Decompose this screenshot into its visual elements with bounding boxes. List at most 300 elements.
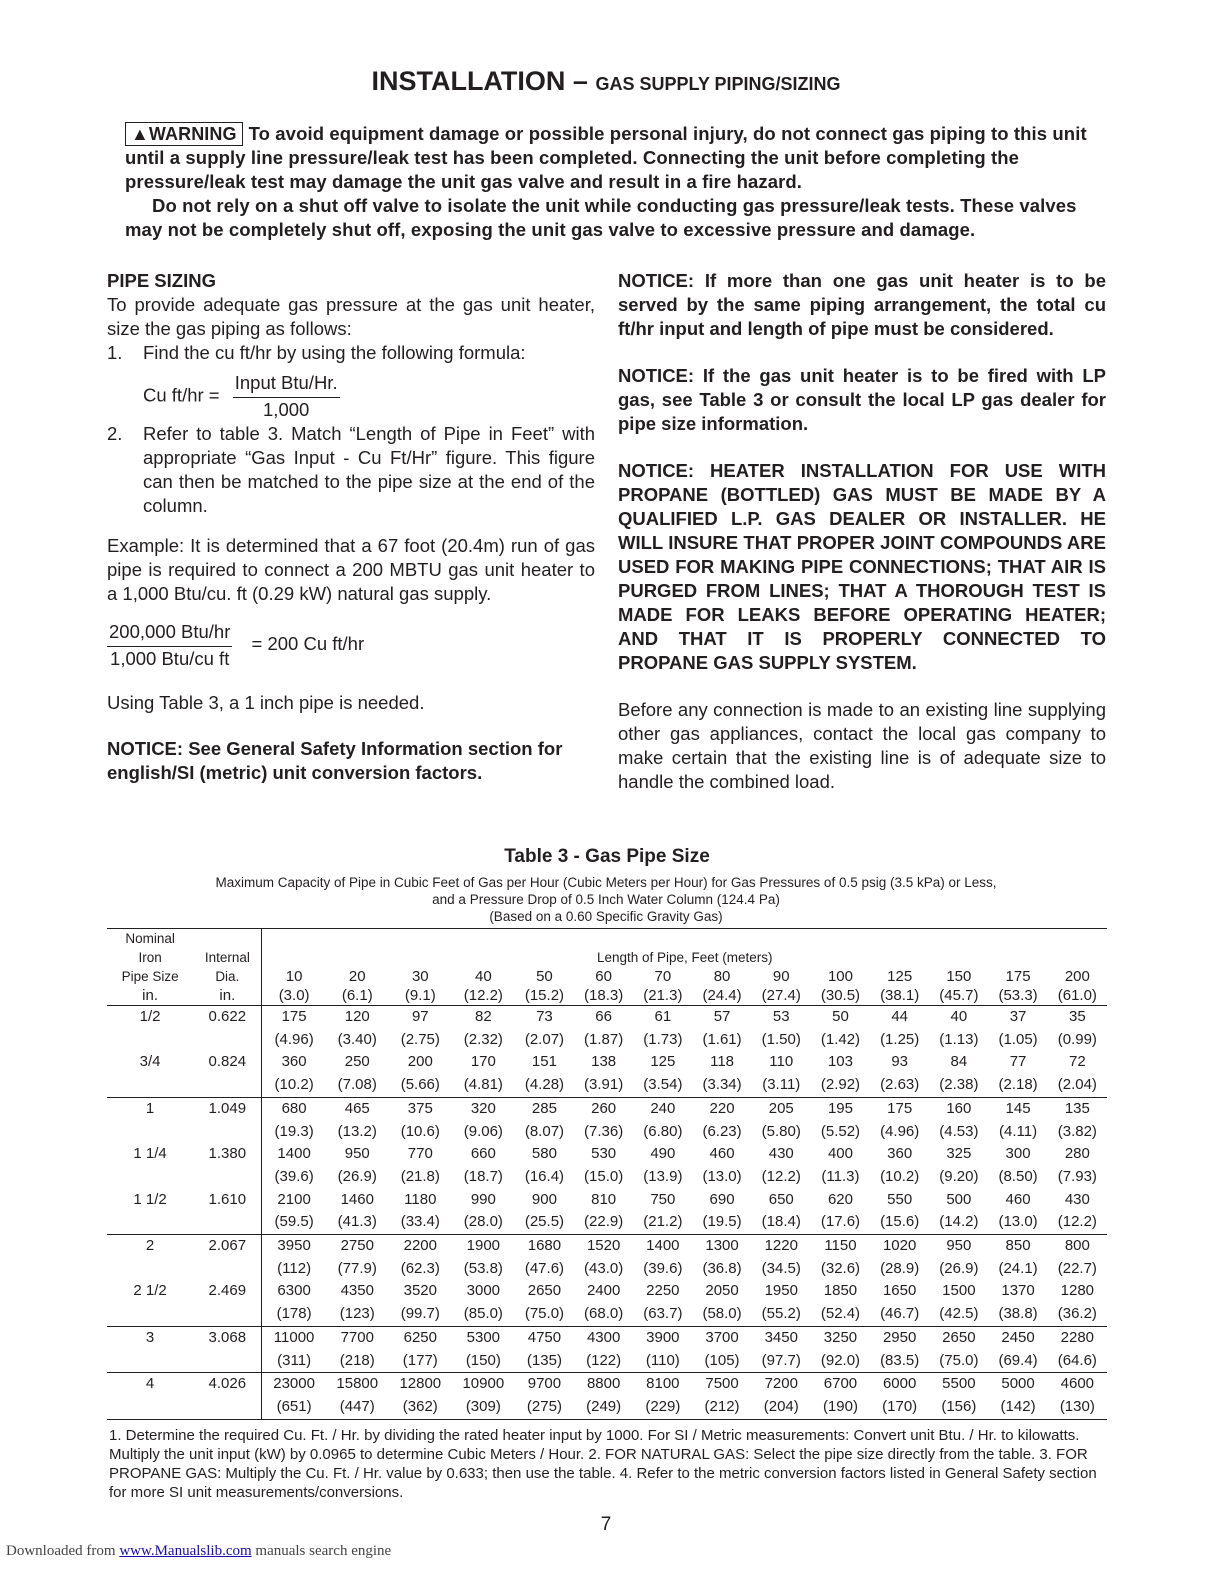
capacity-cfh: 620 xyxy=(827,1190,853,1208)
capacity-cfh: 103 xyxy=(827,1053,853,1071)
capacity-cfh: 1220 xyxy=(752,1235,811,1258)
length-meters: (21.3) xyxy=(633,986,692,1006)
capacity-m3h: (97.7) xyxy=(761,1351,801,1369)
empty-cell xyxy=(193,1258,262,1281)
pipe-size: 2 xyxy=(107,1235,193,1258)
capacity-cfh: 220 xyxy=(692,1097,751,1120)
table-row xyxy=(107,1006,1107,1029)
internal-dia: 0.622 xyxy=(193,1006,262,1029)
length-meters: (9.1) xyxy=(389,986,452,1006)
capacity-m3h: (63.7) xyxy=(643,1305,683,1323)
capacity-cfh: 1900 xyxy=(452,1235,515,1258)
empty-cell xyxy=(107,1074,193,1097)
capacity-m3h: (12.2) xyxy=(761,1167,801,1185)
internal-dia: 1.380 xyxy=(208,1145,247,1163)
capacity-cfh: 72 xyxy=(1068,1053,1086,1071)
capacity-cfh: 750 xyxy=(650,1190,676,1208)
capacity-m3h: (6.23) xyxy=(702,1122,742,1140)
header-iron: Iron xyxy=(138,950,162,965)
capacity-m3h: (447) xyxy=(326,1396,389,1419)
capacity-cfh: 11000 xyxy=(262,1326,326,1349)
capacity-m3h: (25.5) xyxy=(524,1213,565,1231)
capacity-m3h: (75.0) xyxy=(524,1305,565,1323)
table-row xyxy=(107,1189,1107,1212)
capacity-cfh: 240 xyxy=(633,1097,692,1120)
capacity-cfh: 770 xyxy=(407,1145,433,1163)
capacity-cfh: 2250 xyxy=(646,1282,680,1300)
capacity-m3h: (9.06) xyxy=(463,1122,503,1140)
capacity-m3h: (36.2) xyxy=(1057,1305,1097,1323)
pipe-size: 3/4 xyxy=(139,1053,161,1071)
capacity-m3h: (8.07) xyxy=(524,1122,565,1140)
table-notes: 1. Determine the required Cu. Ft. / Hr. by dividing the rated heater input by 1000. For SI / Metric measurements: Convert unit Btu. / Hr. to kilowatts. Multiply the unit input (kW) by 0.0965 to determine Cubic Meters / Hour. 2. FOR NATURAL GAS: Select the pipe size directly from the table. 3. FOR PROPANE GAS: Multiply the Cu. Ft. / Hr. value by 0.633; then use the table. 4. Refer to the metric conversion factors listed in General Safety section for more SI unit measurements/conversions. xyxy=(109,1427,1097,1501)
capacity-m3h: (22.7) xyxy=(1057,1259,1097,1277)
capacity-cfh: 460 xyxy=(1005,1190,1031,1208)
header-dia: Dia. xyxy=(215,969,240,984)
capacity-m3h: (5.66) xyxy=(400,1076,440,1094)
pipe-size: 4 xyxy=(107,1373,193,1396)
table-row-metric xyxy=(107,1396,1107,1419)
capacity-m3h: (309) xyxy=(452,1396,515,1419)
notice-multiple-heaters: NOTICE: If more than one gas unit heater is to be served by the same piping arrangement, the total cu ft/hr input and length of pipe must be considered. xyxy=(618,270,1106,339)
table-row-metric xyxy=(107,1303,1107,1326)
capacity-m3h: (178) xyxy=(262,1303,326,1326)
capacity-m3h: (39.6) xyxy=(643,1259,683,1277)
capacity-m3h: (15.0) xyxy=(584,1167,624,1185)
capacity-m3h: (64.6) xyxy=(1057,1351,1097,1369)
capacity-cfh: 7500 xyxy=(692,1373,751,1396)
notice-conversion: NOTICE: See General Safety Information section for english/SI (metric) unit conversion factors. xyxy=(107,738,563,783)
capacity-m3h: (62.3) xyxy=(400,1259,440,1277)
internal-dia: 0.824 xyxy=(208,1053,247,1071)
capacity-m3h: (3.34) xyxy=(702,1076,742,1094)
length-feet: 125 xyxy=(887,968,913,985)
internal-dia: 2.067 xyxy=(193,1235,262,1258)
capacity-cfh: 8800 xyxy=(574,1373,633,1396)
capacity-cfh: 6300 xyxy=(262,1280,326,1303)
capacity-cfh: 325 xyxy=(946,1145,972,1163)
capacity-cfh: 205 xyxy=(752,1097,811,1120)
capacity-m3h: (3.11) xyxy=(762,1076,801,1094)
capacity-cfh: 260 xyxy=(574,1097,633,1120)
capacity-cfh: 2280 xyxy=(1048,1326,1107,1349)
warning-text-2: Do not rely on a shut off valve to isolate the unit while conducting gas pressure/leak tests. These valves may not be completely shut off, exposing the unit gas valve to excessive pressure and damage. xyxy=(125,195,1077,240)
capacity-cfh: 84 xyxy=(950,1053,968,1071)
empty-cell xyxy=(193,1074,262,1097)
capacity-m3h: (1.87) xyxy=(584,1030,624,1048)
capacity-m3h: (7.08) xyxy=(337,1076,377,1094)
capacity-cfh: 7200 xyxy=(752,1373,811,1396)
capacity-cfh: 160 xyxy=(929,1097,988,1120)
capacity-m3h: (7.36) xyxy=(584,1122,624,1140)
capacity-cfh: 430 xyxy=(768,1145,794,1163)
length-meters: (18.3) xyxy=(574,986,633,1006)
length-meters: (27.4) xyxy=(752,986,811,1006)
pipe-size: 1 1/2 xyxy=(133,1190,167,1208)
footer-suffix: manuals search engine xyxy=(251,1543,392,1559)
capacity-m3h: (3.40) xyxy=(337,1030,377,1048)
length-meters: (30.5) xyxy=(811,986,870,1006)
capacity-cfh: 1180 xyxy=(404,1190,437,1208)
capacity-m3h: (32.6) xyxy=(820,1259,861,1277)
capacity-m3h: (99.7) xyxy=(400,1305,440,1323)
capacity-cfh: 550 xyxy=(887,1190,913,1208)
length-meters: (15.2) xyxy=(515,986,574,1006)
capacity-cfh: 3000 xyxy=(466,1282,501,1300)
capacity-m3h: (18.7) xyxy=(463,1167,503,1185)
table-row-metric xyxy=(107,1029,1107,1052)
table-subtitle-line: (Based on a 0.60 Specific Gravity Gas) xyxy=(489,909,723,924)
formula xyxy=(143,371,595,422)
capacity-cfh: 1460 xyxy=(340,1190,374,1208)
length-feet: 150 xyxy=(946,968,972,985)
capacity-m3h: (42.5) xyxy=(939,1305,979,1323)
empty-cell xyxy=(193,1350,262,1373)
length-feet: 200 xyxy=(1064,968,1090,985)
capacity-m3h: (47.6) xyxy=(524,1259,565,1277)
table-row xyxy=(107,1280,1107,1303)
calc-denominator: 1,000 Btu/cu ft xyxy=(110,648,230,669)
capacity-cfh: 1680 xyxy=(515,1235,574,1258)
capacity-m3h: (92.0) xyxy=(820,1351,861,1369)
notice-lp-gas: NOTICE: If the gas unit heater is to be fired with LP gas, see Table 3 or consult the local LP gas dealer for pipe size information. xyxy=(618,365,1106,434)
capacity-m3h: (1.05) xyxy=(998,1030,1038,1048)
capacity-m3h: (28.9) xyxy=(880,1259,920,1277)
table-row xyxy=(107,1235,1107,1258)
capacity-cfh: 810 xyxy=(591,1190,617,1208)
capacity-m3h: (3.91) xyxy=(584,1076,624,1094)
capacity-cfh: 10900 xyxy=(452,1373,515,1396)
capacity-m3h: (14.2) xyxy=(939,1213,979,1231)
capacity-m3h: (275) xyxy=(515,1396,574,1419)
empty-cell xyxy=(193,1211,262,1234)
capacity-m3h: (19.3) xyxy=(262,1121,326,1144)
capacity-m3h: (3.54) xyxy=(643,1076,683,1094)
using-text: Using Table 3, a 1 inch pipe is needed. xyxy=(107,692,425,713)
capacity-m3h: (4.81) xyxy=(463,1076,503,1094)
capacity-cfh: 135 xyxy=(1048,1097,1107,1120)
capacity-cfh: 3900 xyxy=(633,1326,692,1349)
capacity-cfh: 6250 xyxy=(389,1326,452,1349)
capacity-m3h: (43.0) xyxy=(584,1259,624,1277)
header-internal: Internal xyxy=(204,950,250,965)
capacity-m3h: (83.5) xyxy=(880,1351,920,1369)
capacity-m3h: (21.2) xyxy=(643,1213,683,1231)
capacity-cfh: 1950 xyxy=(764,1282,798,1300)
capacity-cfh: 53 xyxy=(752,1006,811,1029)
capacity-m3h: (3.82) xyxy=(1057,1122,1097,1140)
calc-result: = 200 Cu ft/hr xyxy=(251,633,365,655)
capacity-cfh: 3450 xyxy=(752,1326,811,1349)
capacity-cfh: 15800 xyxy=(326,1373,389,1396)
capacity-cfh: 23000 xyxy=(262,1373,326,1396)
capacity-m3h: (2.38) xyxy=(939,1076,979,1094)
capacity-m3h: (4.28) xyxy=(524,1076,565,1094)
table-row xyxy=(107,1373,1107,1396)
capacity-m3h: (26.9) xyxy=(939,1259,979,1277)
capacity-m3h: (53.8) xyxy=(463,1259,503,1277)
capacity-m3h: (26.9) xyxy=(337,1167,377,1185)
capacity-m3h: (19.5) xyxy=(702,1213,742,1231)
capacity-m3h: (122) xyxy=(586,1351,622,1369)
capacity-cfh: 170 xyxy=(470,1053,496,1071)
capacity-m3h: (142) xyxy=(988,1396,1047,1419)
empty-cell xyxy=(193,1303,262,1326)
capacity-m3h: (41.3) xyxy=(337,1213,377,1231)
capacity-cfh: 900 xyxy=(531,1190,557,1208)
capacity-cfh: 12800 xyxy=(389,1373,452,1396)
capacity-cfh: 1850 xyxy=(823,1282,858,1300)
empty-cell xyxy=(107,1303,193,1326)
capacity-m3h: (7.93) xyxy=(1057,1167,1097,1185)
capacity-m3h: (1.25) xyxy=(880,1030,920,1048)
capacity-cfh: 400 xyxy=(827,1145,853,1163)
capacity-m3h: (77.9) xyxy=(337,1259,377,1277)
capacity-m3h: (13.0) xyxy=(998,1213,1038,1231)
capacity-m3h: (4.53) xyxy=(939,1122,979,1140)
table-row-metric xyxy=(107,1074,1107,1097)
capacity-m3h: (0.99) xyxy=(1057,1030,1097,1048)
capacity-cfh: 320 xyxy=(452,1097,515,1120)
capacity-m3h: (177) xyxy=(402,1351,438,1369)
capacity-cfh: 8100 xyxy=(633,1373,692,1396)
capacity-m3h: (135) xyxy=(526,1351,562,1369)
header-unit: in. xyxy=(193,986,262,1006)
length-feet: 90 xyxy=(772,968,790,985)
capacity-m3h: (112) xyxy=(262,1258,326,1281)
capacity-m3h: (22.9) xyxy=(584,1213,624,1231)
capacity-m3h: (362) xyxy=(389,1396,452,1419)
capacity-cfh: 118 xyxy=(710,1053,735,1071)
capacity-m3h: (59.5) xyxy=(262,1211,326,1234)
example-calculation xyxy=(107,620,595,671)
capacity-cfh: 990 xyxy=(470,1190,496,1208)
example-text: Example: It is determined that a 67 foot (20.4m) run of gas pipe is required to connect a 200 MBTU gas unit heater to a 1,000 Btu/cu. ft (0.29 kW) natural gas supply. xyxy=(107,535,595,604)
length-meters: (12.2) xyxy=(452,986,515,1006)
empty-cell xyxy=(107,1396,193,1419)
header-nominal: Nominal xyxy=(107,929,193,949)
empty-cell xyxy=(193,1166,262,1189)
header-length: Length of Pipe, Feet (meters) xyxy=(262,929,1107,968)
capacity-m3h: (15.6) xyxy=(880,1213,920,1231)
footer xyxy=(6,1543,391,1560)
formula-numerator: Input Btu/Hr. xyxy=(233,371,340,398)
capacity-cfh: 2650 xyxy=(527,1282,562,1300)
capacity-cfh: 500 xyxy=(946,1190,972,1208)
length-feet: 70 xyxy=(654,968,672,985)
capacity-cfh: 97 xyxy=(389,1006,452,1029)
table-row-metric xyxy=(107,1211,1107,1234)
capacity-m3h: (13.9) xyxy=(643,1167,683,1185)
capacity-m3h: (105) xyxy=(704,1351,740,1369)
capacity-m3h: (17.6) xyxy=(820,1213,861,1231)
capacity-m3h: (2.32) xyxy=(463,1030,503,1048)
empty-cell xyxy=(193,1396,262,1419)
length-feet: 20 xyxy=(348,968,366,985)
capacity-cfh: 37 xyxy=(988,1006,1047,1029)
capacity-cfh: 950 xyxy=(344,1145,370,1163)
capacity-m3h: (110) xyxy=(645,1351,680,1369)
notices-column xyxy=(618,269,1106,794)
manualslib-link[interactable]: www.Manualslib.com xyxy=(119,1543,252,1559)
capacity-m3h: (85.0) xyxy=(463,1305,503,1323)
step-number: 2. xyxy=(107,423,123,444)
empty-cell xyxy=(193,1121,262,1144)
capacity-cfh: 280 xyxy=(1064,1145,1090,1163)
capacity-cfh: 690 xyxy=(709,1190,735,1208)
table-row xyxy=(107,1143,1107,1166)
pipe-size: 2 1/2 xyxy=(133,1282,167,1300)
header-pipe-size: Pipe Size xyxy=(121,969,179,984)
capacity-cfh: 9700 xyxy=(515,1373,574,1396)
capacity-m3h: (6.80) xyxy=(643,1122,683,1140)
table-row xyxy=(107,1051,1107,1074)
capacity-cfh: 82 xyxy=(452,1006,515,1029)
length-meters: (24.4) xyxy=(692,986,751,1006)
capacity-cfh: 4300 xyxy=(574,1326,633,1349)
capacity-cfh: 3520 xyxy=(403,1282,437,1300)
length-meters: (53.3) xyxy=(988,986,1047,1006)
capacity-m3h: (69.4) xyxy=(998,1351,1038,1369)
capacity-m3h: (16.4) xyxy=(524,1167,565,1185)
capacity-cfh: 7700 xyxy=(326,1326,389,1349)
capacity-m3h: (52.4) xyxy=(820,1305,861,1323)
capacity-m3h: (4.11) xyxy=(999,1122,1038,1140)
capacity-cfh: 580 xyxy=(531,1145,557,1163)
length-feet: 30 xyxy=(411,968,429,985)
table-row-metric xyxy=(107,1350,1107,1373)
footer-prefix: Downloaded from xyxy=(6,1543,120,1559)
capacity-cfh: 5500 xyxy=(929,1373,988,1396)
table-subtitle xyxy=(0,874,1224,925)
capacity-cfh: 2400 xyxy=(586,1282,621,1300)
table-row xyxy=(107,1326,1107,1349)
capacity-m3h: (130) xyxy=(1048,1396,1107,1419)
capacity-cfh: 460 xyxy=(709,1145,735,1163)
capacity-cfh: 50 xyxy=(811,1006,870,1029)
capacity-m3h: (38.8) xyxy=(998,1305,1038,1323)
capacity-cfh: 3700 xyxy=(692,1326,751,1349)
capacity-cfh: 1400 xyxy=(633,1235,692,1258)
capacity-m3h: (311) xyxy=(262,1350,326,1373)
internal-dia: 1.610 xyxy=(208,1190,247,1208)
length-feet: 80 xyxy=(713,968,731,985)
capacity-cfh: 300 xyxy=(1005,1145,1031,1163)
capacity-m3h: (68.0) xyxy=(584,1305,624,1323)
length-meters: (45.7) xyxy=(929,986,988,1006)
capacity-cfh: 660 xyxy=(470,1145,496,1163)
header-unit: in. xyxy=(107,986,193,1006)
capacity-cfh: 1370 xyxy=(1001,1282,1035,1300)
capacity-cfh: 110 xyxy=(769,1053,794,1071)
pipe-size: 3 xyxy=(107,1326,193,1349)
capacity-m3h: (4.96) xyxy=(262,1029,326,1052)
capacity-cfh: 1650 xyxy=(882,1282,917,1300)
capacity-cfh: 650 xyxy=(768,1190,794,1208)
capacity-m3h: (10.2) xyxy=(262,1074,326,1097)
capacity-cfh: 2650 xyxy=(929,1326,988,1349)
capacity-m3h: (9.20) xyxy=(939,1167,979,1185)
capacity-cfh: 175 xyxy=(262,1006,326,1029)
capacity-m3h: (36.8) xyxy=(702,1259,742,1277)
capacity-m3h: (75.0) xyxy=(939,1351,979,1369)
pipe-sizing-column xyxy=(107,269,595,785)
capacity-m3h: (212) xyxy=(692,1396,751,1419)
pipe-size: 1 xyxy=(107,1097,193,1120)
pipe-size: 1 1/4 xyxy=(133,1145,167,1163)
empty-cell xyxy=(107,1166,193,1189)
length-meters: (6.1) xyxy=(326,986,389,1006)
capacity-cfh: 77 xyxy=(1009,1053,1027,1071)
capacity-m3h: (24.1) xyxy=(998,1259,1038,1277)
capacity-cfh: 2050 xyxy=(705,1282,739,1300)
notice-propane: NOTICE: HEATER INSTALLATION FOR USE WITH PROPANE (BOTTLED) GAS MUST BE MADE BY A QUALIFIED L.P. GAS DEALER OR INSTALLER. HE WILL INSURE THAT PROPER JOINT COMPOUNDS ARE USED FOR MAKING PIPE CONNECTIONS; THAT AIR IS PURGED FROM LINES; THAT A THOROUGH TEST IS MADE FOR LEAKS BEFORE OPERATING HEATER; AND THAT IT IS PROPERLY CONNECTED TO PROPANE GAS SUPPLY SYSTEM. xyxy=(618,460,1106,673)
capacity-cfh: 125 xyxy=(650,1053,676,1071)
calc-numerator: 200,000 Btu/hr xyxy=(107,620,232,647)
length-meters: (3.0) xyxy=(262,986,326,1006)
capacity-m3h: (10.6) xyxy=(400,1122,440,1140)
capacity-m3h: (249) xyxy=(574,1396,633,1419)
length-feet: 50 xyxy=(536,968,553,985)
table-row-metric xyxy=(107,1258,1107,1281)
pipe-size: 1/2 xyxy=(107,1006,193,1029)
capacity-m3h: (5.80) xyxy=(761,1122,801,1140)
capacity-cfh: 120 xyxy=(326,1006,389,1029)
capacity-m3h: (21.8) xyxy=(400,1167,440,1185)
empty-cell xyxy=(107,1258,193,1281)
capacity-m3h: (10.2) xyxy=(880,1167,920,1185)
capacity-m3h: (123) xyxy=(339,1305,375,1323)
capacity-m3h: (13.2) xyxy=(337,1122,377,1140)
capacity-cfh: 490 xyxy=(650,1145,676,1163)
capacity-cfh: 375 xyxy=(389,1097,452,1120)
capacity-m3h: (170) xyxy=(870,1396,929,1419)
capacity-m3h: (28.0) xyxy=(463,1213,503,1231)
capacity-m3h: (4.96) xyxy=(880,1122,920,1140)
step-text: Refer to table 3. Match “Length of Pipe in Feet” with appropriate “Gas Input - Cu Ft/Hr” figure. This figure can then be matched to the pipe size at the end of the column. xyxy=(143,423,595,516)
existing-line-text: Before any connection is made to an existing line supplying other gas appliances, contact the local gas company to make certain that the existing line is of adequate size to handle the combined load. xyxy=(618,699,1106,792)
capacity-m3h: (46.7) xyxy=(880,1305,920,1323)
title-main: INSTALLATION – xyxy=(371,66,588,96)
capacity-m3h: (190) xyxy=(811,1396,870,1419)
capacity-m3h: (229) xyxy=(633,1396,692,1419)
capacity-m3h: (2.63) xyxy=(880,1076,920,1094)
capacity-cfh: 6700 xyxy=(811,1373,870,1396)
capacity-cfh: 285 xyxy=(515,1097,574,1120)
capacity-m3h: (34.5) xyxy=(761,1259,801,1277)
capacity-m3h: (150) xyxy=(465,1351,501,1369)
capacity-cfh: 195 xyxy=(811,1097,870,1120)
empty-cell xyxy=(193,1029,262,1052)
capacity-m3h: (651) xyxy=(262,1396,326,1419)
capacity-cfh: 1400 xyxy=(262,1143,326,1166)
capacity-cfh: 2450 xyxy=(988,1326,1047,1349)
internal-dia: 3.068 xyxy=(193,1326,262,1349)
capacity-cfh: 1150 xyxy=(811,1235,870,1258)
capacity-m3h: (1.13) xyxy=(939,1030,979,1048)
capacity-m3h: (5.52) xyxy=(820,1122,861,1140)
capacity-cfh: 61 xyxy=(633,1006,692,1029)
step-number: 1. xyxy=(107,342,123,363)
table-subtitle-line: and a Pressure Drop of 0.5 Inch Water Column (124.4 Pa) xyxy=(432,892,780,907)
empty-cell xyxy=(107,1121,193,1144)
capacity-cfh: 4350 xyxy=(340,1282,374,1300)
warning-label: ▲WARNING xyxy=(125,122,243,146)
capacity-cfh: 1020 xyxy=(870,1235,929,1258)
capacity-cfh: 2100 xyxy=(262,1189,326,1212)
capacity-m3h: (2.18) xyxy=(998,1076,1038,1094)
step-text: Find the cu ft/hr by using the following formula: xyxy=(143,342,526,363)
